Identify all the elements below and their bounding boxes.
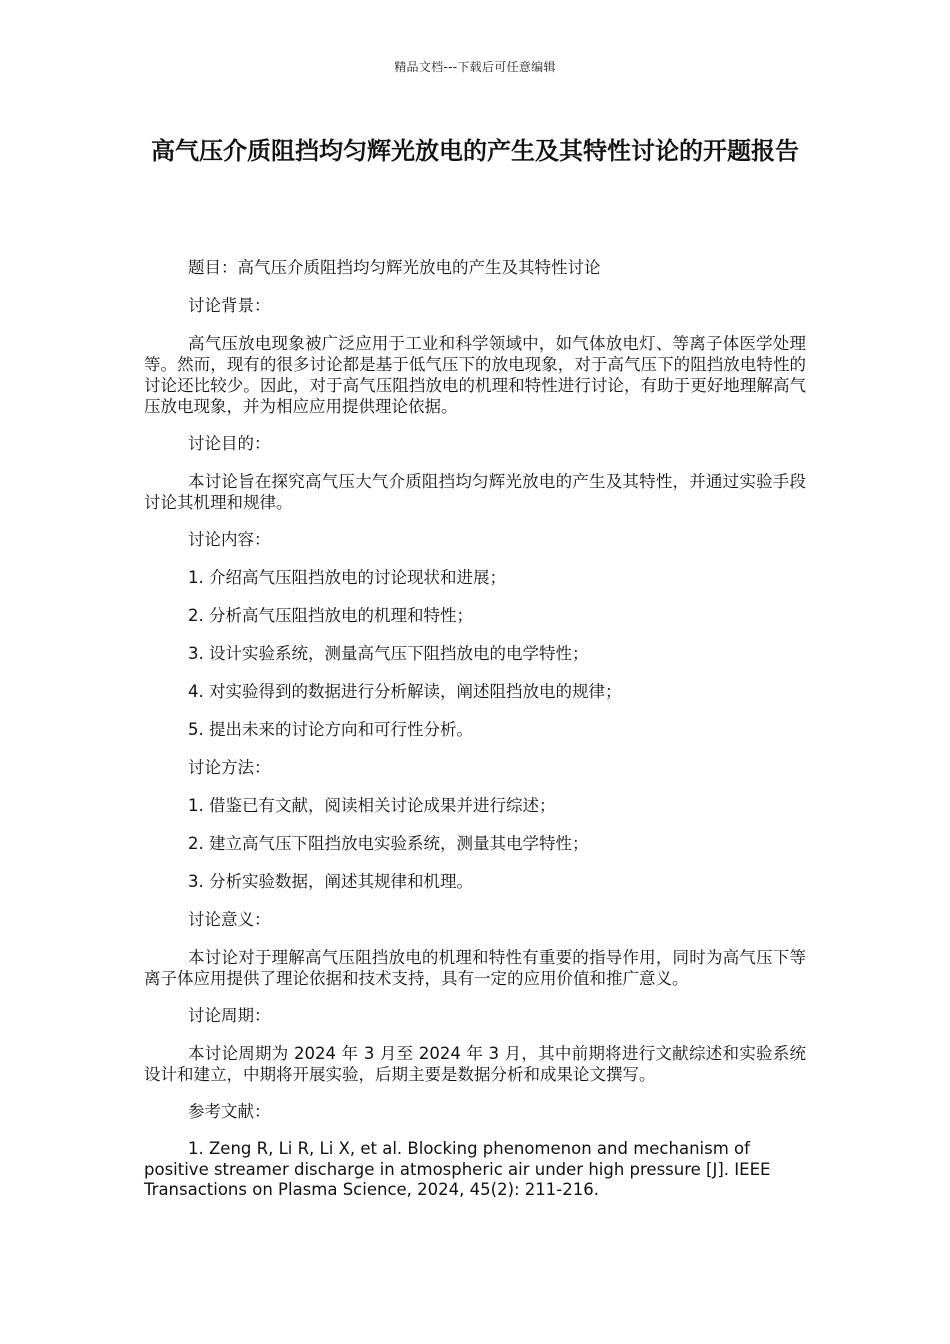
- method-item-2: 2. 建立高气压下阻挡放电实验系统，测量其电学特性；: [188, 834, 589, 853]
- period-paragraph: 本讨论周期为 2024 年 3 月至 2024 年 3 月，其中前期将进行文献综述和实验系统设计和建立，中期将开展实验，后期主要是数据分析和成果论文撰写。: [144, 1044, 806, 1084]
- content-item-5: 5. 提出未来的讨论方向和可行性分析。: [188, 720, 473, 739]
- method-item-1: 1. 借鉴已有文献，阅读相关讨论成果并进行综述；: [188, 796, 556, 815]
- content-item-2: 2. 分析高气压阻挡放电的机理和特性；: [188, 606, 473, 625]
- background-heading: 讨论背景：: [188, 296, 271, 315]
- header-note: 精品文档---下载后可任意编辑: [394, 60, 556, 74]
- significance-heading: 讨论意义：: [188, 910, 271, 929]
- significance-paragraph: 本讨论对于理解高气压阻挡放电的机理和特性有重要的指导作用，同时为高气压下等离子体应用提供了理论依据和技术支持，具有一定的应用价值和推广意义。: [144, 948, 806, 988]
- content-item-3: 3. 设计实验系统，测量高气压下阻挡放电的电学特性；: [188, 644, 589, 663]
- purpose-heading: 讨论目的：: [188, 434, 271, 453]
- background-paragraph: 高气压放电现象被广泛应用于工业和科学领域中，如气体放电灯、等离子体医学处理等。然而，现有的很多讨论都是基于低气压下的放电现象，对于高气压下的阻挡放电特性的讨论还比较少。因此，对于高气压阻挡放电的机理和特性进行讨论，有助于更好地理解高气压放电现象，并为相应应用提供理论依据。: [144, 334, 806, 416]
- method-item-3: 3. 分析实验数据，阐述其规律和机理。: [188, 872, 473, 891]
- reference-item-1: 1. Zeng R, Li R, Li X, et al. Blocking phenomenon and mechanism of positive streamer discharge in atmospheric air under high pressure [J]. IEEE Transactions on Plasma Science, 2024, 45(2): 211-216.: [144, 1139, 771, 1199]
- references-heading: 参考文献：: [188, 1102, 271, 1121]
- content-heading: 讨论内容：: [188, 530, 271, 549]
- period-heading: 讨论周期：: [188, 1006, 271, 1025]
- method-heading: 讨论方法：: [188, 758, 271, 777]
- document-title: 高气压介质阻挡均匀辉光放电的产生及其特性讨论的开题报告: [151, 137, 799, 165]
- purpose-paragraph: 本讨论旨在探究高气压大气介质阻挡均匀辉光放电的产生及其特性，并通过实验手段讨论其机理和规律。: [144, 472, 806, 512]
- content-item-4: 4. 对实验得到的数据进行分析解读，阐述阻挡放电的规律；: [188, 682, 622, 701]
- content-item-1: 1. 介绍高气压阻挡放电的讨论现状和进展；: [188, 568, 506, 587]
- document-body: [144, 257, 806, 1217]
- topic-line: 题目：高气压介质阻挡均匀辉光放电的产生及其特性讨论: [188, 258, 601, 277]
